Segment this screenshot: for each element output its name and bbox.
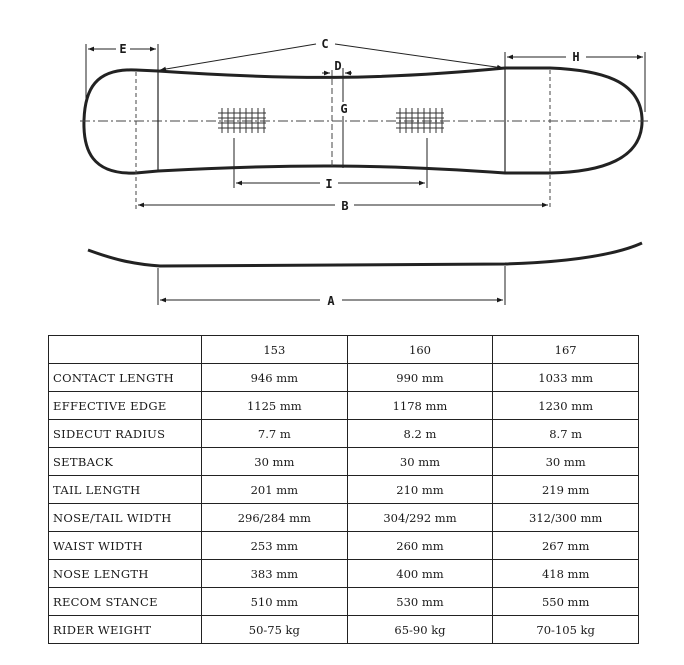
table-cell: 8.7 m: [493, 420, 639, 448]
table-row: [49, 616, 639, 644]
table-row: [49, 532, 639, 560]
row-label: EFFECTIVE EDGE: [49, 392, 202, 420]
table-cell: 7.7 m: [202, 420, 348, 448]
table-row: [49, 504, 639, 532]
table-cell: 510 mm: [202, 588, 348, 616]
row-label: RECOM STANCE: [49, 588, 202, 616]
table-cell: 210 mm: [347, 476, 493, 504]
table-row: [49, 420, 639, 448]
table-cell: 418 mm: [493, 560, 639, 588]
label-e: E: [119, 42, 127, 56]
table-cell: 30 mm: [202, 448, 348, 476]
row-label: CONTACT LENGTH: [49, 364, 202, 392]
label-c: C: [321, 37, 329, 51]
table-cell: 296/284 mm: [202, 504, 348, 532]
board-side-profile: [88, 243, 642, 266]
label-b: B: [341, 199, 349, 213]
row-label: SIDECUT RADIUS: [49, 420, 202, 448]
table-cell: 260 mm: [347, 532, 493, 560]
table-cell: 253 mm: [202, 532, 348, 560]
table-cell: 990 mm: [347, 364, 493, 392]
table-cell: 50-75 kg: [202, 616, 348, 644]
table-row: [49, 476, 639, 504]
table-cell: 550 mm: [493, 588, 639, 616]
row-label: NOSE LENGTH: [49, 560, 202, 588]
table-cell: 30 mm: [347, 448, 493, 476]
label-d: D: [334, 59, 342, 73]
table-cell: 219 mm: [493, 476, 639, 504]
row-label: NOSE/TAIL WIDTH: [49, 504, 202, 532]
table-cell: 304/292 mm: [347, 504, 493, 532]
row-label: SETBACK: [49, 448, 202, 476]
label-a: A: [327, 294, 335, 308]
table-cell: 70-105 kg: [493, 616, 639, 644]
row-label: RIDER WEIGHT: [49, 616, 202, 644]
row-label: WAIST WIDTH: [49, 532, 202, 560]
label-i: I: [325, 177, 333, 191]
table-cell: 65-90 kg: [347, 616, 493, 644]
table-cell: 946 mm: [202, 364, 348, 392]
label-h: H: [572, 50, 580, 64]
table-cell: 8.2 m: [347, 420, 493, 448]
table-cell: 267 mm: [493, 532, 639, 560]
column-header: 160: [347, 336, 493, 364]
label-g: G: [340, 102, 348, 116]
board-top-outline: [84, 68, 642, 173]
table-cell: 30 mm: [493, 448, 639, 476]
specs-table: [48, 335, 639, 644]
table-cell: 1125 mm: [202, 392, 348, 420]
table-header-row: [49, 336, 639, 364]
snowboard-dimension-diagram: [0, 0, 684, 330]
table-cell: 530 mm: [347, 588, 493, 616]
dimension-d: [322, 68, 352, 168]
table-row: [49, 588, 639, 616]
table-cell: 400 mm: [347, 560, 493, 588]
row-label: TAIL LENGTH: [49, 476, 202, 504]
table-header-corner: [49, 336, 202, 364]
column-header: 153: [202, 336, 348, 364]
table-cell: 312/300 mm: [493, 504, 639, 532]
table-cell: 383 mm: [202, 560, 348, 588]
table-row: [49, 560, 639, 588]
table-cell: 1230 mm: [493, 392, 639, 420]
table-row: [49, 448, 639, 476]
table-row: [49, 364, 639, 392]
table-cell: 1178 mm: [347, 392, 493, 420]
table-cell: 201 mm: [202, 476, 348, 504]
dimension-c: [160, 44, 503, 70]
column-header: 167: [493, 336, 639, 364]
table-row: [49, 392, 639, 420]
table-cell: 1033 mm: [493, 364, 639, 392]
